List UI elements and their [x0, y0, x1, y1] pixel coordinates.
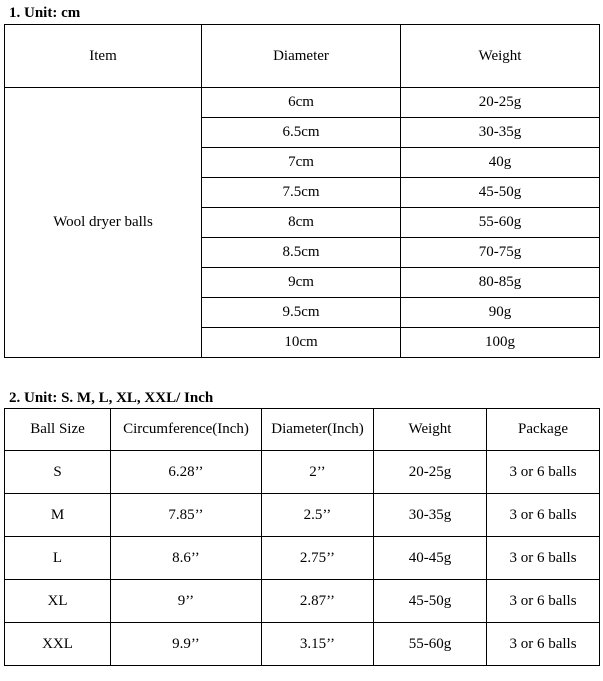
- weight-cell: 30-35g: [401, 118, 600, 148]
- header-diameter: Diameter: [202, 25, 401, 88]
- table-header-row: [5, 409, 600, 451]
- package-cell: 3 or 6 balls: [487, 580, 600, 623]
- diameter-cell: 10cm: [202, 328, 401, 358]
- size-cell: XL: [5, 580, 111, 623]
- table-row: [5, 451, 600, 494]
- weight-cell: 80-85g: [401, 268, 600, 298]
- section1-heading: 1. Unit: cm: [9, 5, 81, 21]
- table-header-row: [5, 25, 600, 88]
- package-cell: 3 or 6 balls: [487, 623, 600, 666]
- header-item: Item: [5, 25, 202, 88]
- package-cell: 3 or 6 balls: [487, 451, 600, 494]
- table-row: [5, 88, 600, 118]
- weight-cell: 100g: [401, 328, 600, 358]
- cm-size-table: [4, 24, 600, 358]
- weight-cell: 55-60g: [374, 623, 487, 666]
- package-cell: 3 or 6 balls: [487, 494, 600, 537]
- header-weight: Weight: [401, 25, 600, 88]
- size-cell: M: [5, 494, 111, 537]
- diameter-cell: 9.5cm: [202, 298, 401, 328]
- header-diameter-inch: Diameter(Inch): [262, 409, 374, 451]
- table-row: [5, 580, 600, 623]
- diameter-cell: 6cm: [202, 88, 401, 118]
- diameter-cell: 8.5cm: [202, 238, 401, 268]
- table-row: [5, 537, 600, 580]
- circumference-cell: 7.85’’: [111, 494, 262, 537]
- diameter-cell: 7cm: [202, 148, 401, 178]
- circumference-cell: 8.6’’: [111, 537, 262, 580]
- weight-cell: 20-25g: [374, 451, 487, 494]
- package-cell: 3 or 6 balls: [487, 537, 600, 580]
- size-cell: XXL: [5, 623, 111, 666]
- diameter-cell: 3.15’’: [262, 623, 374, 666]
- inch-size-table: [4, 408, 600, 666]
- circumference-cell: 9.9’’: [111, 623, 262, 666]
- size-cell: S: [5, 451, 111, 494]
- diameter-cell: 9cm: [202, 268, 401, 298]
- section2-heading: 2. Unit: S. M, L, XL, XXL/ Inch: [9, 390, 214, 406]
- weight-cell: 90g: [401, 298, 600, 328]
- circumference-cell: 9’’: [111, 580, 262, 623]
- table-row: [5, 494, 600, 537]
- diameter-cell: 2.5’’: [262, 494, 374, 537]
- diameter-cell: 7.5cm: [202, 178, 401, 208]
- weight-cell: 40-45g: [374, 537, 487, 580]
- weight-cell: 30-35g: [374, 494, 487, 537]
- diameter-cell: 2’’: [262, 451, 374, 494]
- size-cell: L: [5, 537, 111, 580]
- item-cell: Wool dryer balls: [5, 88, 202, 358]
- diameter-cell: 6.5cm: [202, 118, 401, 148]
- diameter-cell: 2.87’’: [262, 580, 374, 623]
- header-circumference: Circumference(Inch): [111, 409, 262, 451]
- header-package: Package: [487, 409, 600, 451]
- weight-cell: 45-50g: [374, 580, 487, 623]
- weight-cell: 40g: [401, 148, 600, 178]
- weight-cell: 20-25g: [401, 88, 600, 118]
- weight-cell: 45-50g: [401, 178, 600, 208]
- header-ball-size: Ball Size: [5, 409, 111, 451]
- weight-cell: 55-60g: [401, 208, 600, 238]
- weight-cell: 70-75g: [401, 238, 600, 268]
- circumference-cell: 6.28’’: [111, 451, 262, 494]
- table-row: [5, 623, 600, 666]
- header-weight: Weight: [374, 409, 487, 451]
- diameter-cell: 8cm: [202, 208, 401, 238]
- diameter-cell: 2.75’’: [262, 537, 374, 580]
